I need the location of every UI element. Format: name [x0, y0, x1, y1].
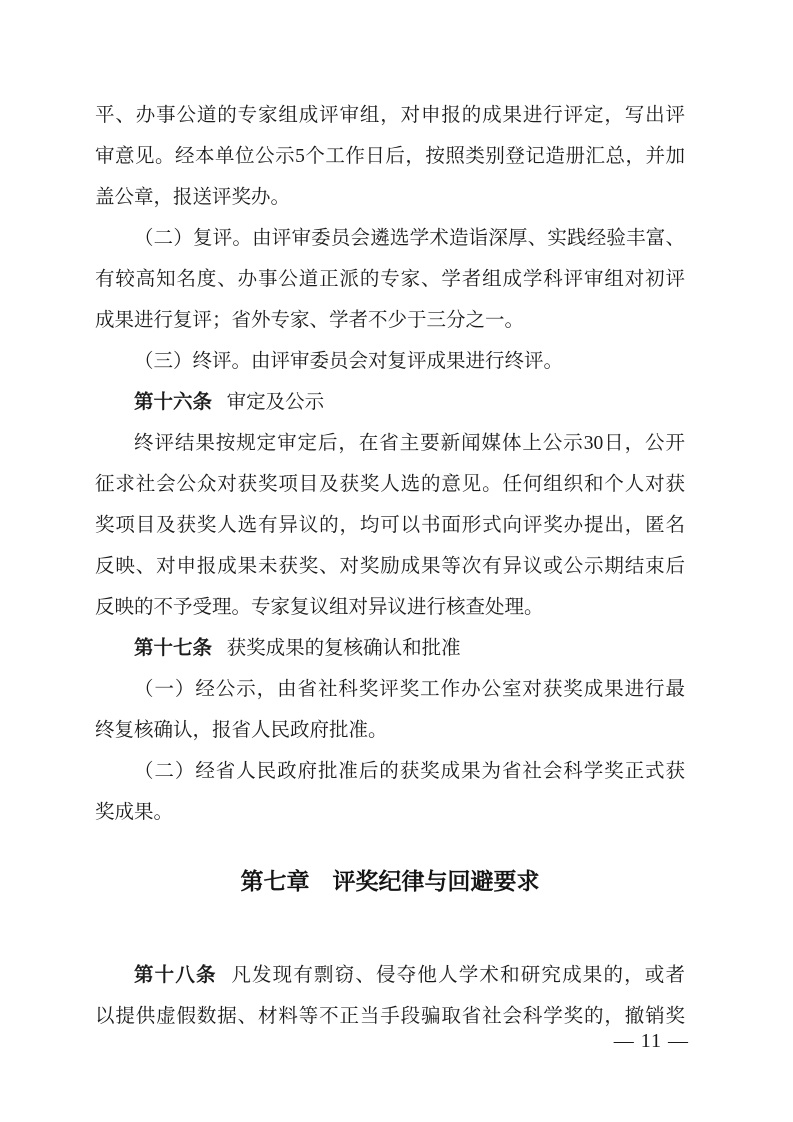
- article-number: 第十八条: [134, 964, 217, 986]
- page-number: — 11 —: [613, 1030, 689, 1052]
- text-line: （二）复评。由评审委员会遴选学术造诣深厚、实践经验丰富、: [134, 228, 685, 249]
- chapter-heading: [95, 861, 685, 902]
- article-heading-17: [95, 628, 685, 669]
- article-heading-18: [95, 955, 685, 996]
- text-line: （一）经公示，由省社科奖评奖工作办公室对获奖成果进行最: [134, 679, 685, 700]
- article-number: 第十六条: [134, 391, 213, 413]
- text-line: 有较高知名度、办事公道正派的专家、学者组成学科评审组对初评: [95, 269, 685, 290]
- article-title: 审定及公示: [226, 392, 325, 413]
- text-line: 奖成果。: [95, 802, 174, 823]
- text-line: 征求社会公众对获奖项目及获奖人选的意见。任何组织和个人对获: [95, 474, 685, 495]
- text-line: 平、办事公道的专家组成评审组，对申报的成果进行评定，写出评: [95, 105, 685, 126]
- document-body: [95, 95, 685, 1037]
- text-line: 反映的不予受理。专家复议组对异议进行核查处理。: [95, 597, 544, 618]
- article-title: 获奖成果的复核确认和批准: [226, 638, 461, 659]
- text-line: 成果进行复评；省外专家、学者不少于三分之一。: [95, 310, 525, 331]
- chapter-number: 第七章: [240, 868, 310, 894]
- text-line: 终复核确认，报省人民政府批准。: [95, 720, 388, 741]
- text-line: 审意见。经本单位公示5个工作日后，按照类别登记造册汇总，并加: [95, 146, 685, 167]
- article-heading-16: [95, 382, 685, 423]
- text-line: 以提供虚假数据、材料等不正当手段骗取省社会科学奖的，撤销奖: [95, 1006, 685, 1027]
- text-line: 奖项目及获奖人选有异议的，均可以书面形式向评奖办提出，匿名: [95, 515, 685, 536]
- text-line: （三）终评。由评审委员会对复评成果进行终评。: [134, 351, 564, 372]
- text-line: 反映、对申报成果未获奖、对奖励成果等次有异议或公示期结束后: [95, 556, 685, 577]
- text-line: 盖公章，报送评奖办。: [95, 187, 291, 208]
- text-line: （二）经省人民政府批准后的获奖成果为省社会科学奖正式获: [134, 761, 685, 782]
- text-line: 终评结果按规定审定后，在省主要新闻媒体上公示30日，公开: [134, 433, 685, 454]
- article-text: 凡发现有剽窃、侵夺他人学术和研究成果的，或者: [231, 965, 685, 986]
- chapter-title: 评奖纪律与回避要求: [332, 868, 540, 894]
- article-number: 第十七条: [134, 637, 213, 659]
